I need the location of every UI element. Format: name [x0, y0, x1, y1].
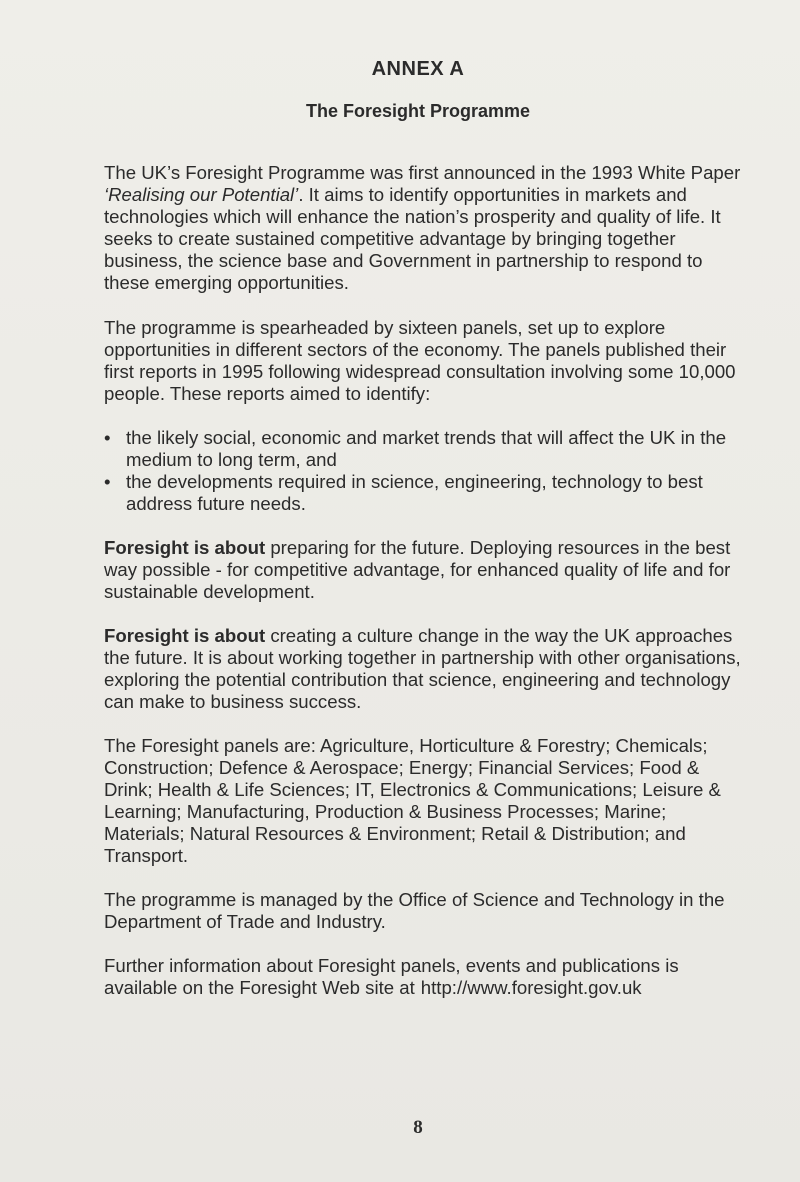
paragraph-management: The programme is managed by the Office of Science and Technology in the Department of Trade and Industry.	[104, 889, 725, 932]
paragraph-foresight-preparing	[104, 537, 744, 603]
foresight-website-link[interactable]: http://www.foresight.gov.uk	[420, 977, 642, 998]
emphasis-lead: Foresight is about	[104, 625, 266, 646]
paragraph-foresight-culture	[104, 625, 744, 713]
paragraph-text: The UK’s Foresight Programme was first announced in the 1993 White Paper	[104, 162, 741, 183]
paragraph-text: . It aims to identify opportunities in markets and technologies which will enhance the nation’s prosperity and quality of life. It seeks to create sustained competitive advantage by bringing together business, the science base and Government in partnership to respond to these emerging opportunities.	[104, 184, 721, 293]
bullet-icon: •	[104, 471, 111, 492]
document-title: The Foresight Programme	[305, 101, 531, 121]
list-item-text: the likely social, economic and market trends that will affect the UK in the medium to long term, and	[126, 427, 727, 470]
white-paper-title: ‘Realising our Potential’	[104, 184, 299, 205]
page-number: 8	[413, 1117, 423, 1138]
document-body	[104, 162, 744, 1021]
paragraph-introduction	[104, 162, 744, 294]
annex-heading: ANNEX A	[371, 58, 465, 80]
paragraph-text: preparing for the future. Deploying resources in the best way possible - for competitive advantage, for enhanced quality of life and for sustainable development.	[104, 537, 731, 602]
paragraph-text: creating a culture change in the way the UK approaches the future. It is about working together in partnership with other organisations, exploring the potential contribution that science, engineering and technology can make to business success.	[104, 625, 741, 712]
bullet-list	[104, 427, 744, 515]
list-item-text: the developments required in science, engineering, technology to best address future needs.	[126, 471, 703, 514]
list-item	[104, 471, 744, 515]
paragraph-further-info	[104, 955, 744, 999]
emphasis-lead: Foresight is about	[104, 537, 266, 558]
paragraph-panel-list: The Foresight panels are: Agriculture, Horticulture & Forestry; Chemicals; Construction; Defence & Aerospace; Energy; Financial Services; Food & Drink; Health & Life Sciences; IT, Electronics & Communications; Leisure & Learning; Manufacturing, Production & Business Processes; Marine; Materials; Natural Resources & Environment; Retail & Distribution; and Transport.	[104, 735, 721, 866]
paragraph-panels: The programme is spearheaded by sixteen panels, set up to explore opportunities in different sectors of the economy. The panels published their first reports in 1995 following widespread consultation involving some 10,000 people. These reports aimed to identify:	[104, 317, 736, 404]
bullet-icon: •	[104, 427, 111, 448]
list-item	[104, 427, 744, 471]
paragraph-text: Further information about Foresight panels, events and publications is available on the Foresight Web site at	[104, 955, 679, 998]
